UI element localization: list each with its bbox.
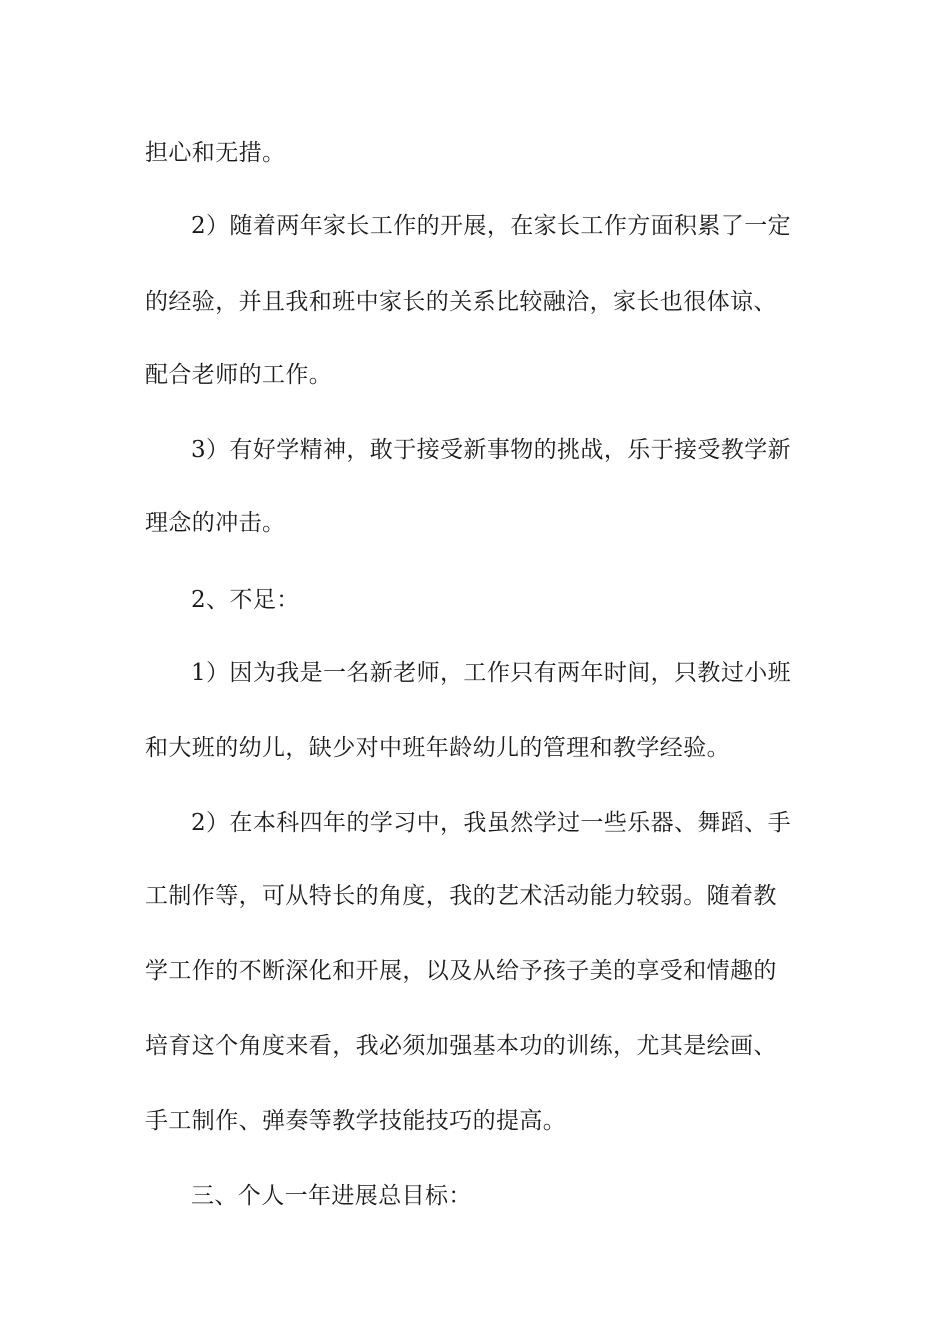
text-line: 工制作等，可从特长的角度，我的艺术活动能力较弱。随着教 bbox=[145, 883, 777, 909]
text-line: 理念的冲击。 bbox=[145, 510, 286, 536]
section-heading-shortcomings: 2、不足： bbox=[191, 587, 300, 613]
text-line: 培育这个角度来看，我必须加强基本功的训练，尤其是绘画、 bbox=[145, 1033, 777, 1059]
paragraph-item-2-line: 2）随着两年家长工作的开展，在家长工作方面积累了一定 bbox=[191, 213, 792, 239]
paragraph-item-2b-line: 2）在本科四年的学习中，我虽然学过一些乐器、舞蹈、手 bbox=[191, 810, 792, 836]
section-heading-goals: 三、个人一年进展总目标： bbox=[191, 1183, 472, 1209]
text-line: 和大班的幼儿，缺少对中班年龄幼儿的管理和教学经验。 bbox=[145, 735, 730, 761]
text-line: 学工作的不断深化和开展，以及从给予孩子美的享受和情趣的 bbox=[145, 958, 777, 984]
text-line: 的经验，并且我和班中家长的关系比较融洽，家长也很体谅、 bbox=[145, 289, 777, 315]
text-line: 配合老师的工作。 bbox=[145, 362, 333, 388]
paragraph-item-3-line: 3）有好学精神，敢于接受新事物的挑战，乐于接受教学新 bbox=[191, 437, 792, 463]
text-line: 担心和无措。 bbox=[145, 140, 286, 166]
text-line: 手工制作、弹奏等教学技能技巧的提高。 bbox=[145, 1108, 567, 1134]
paragraph-item-1-line: 1）因为我是一名新老师，工作只有两年时间，只教过小班 bbox=[191, 660, 792, 686]
